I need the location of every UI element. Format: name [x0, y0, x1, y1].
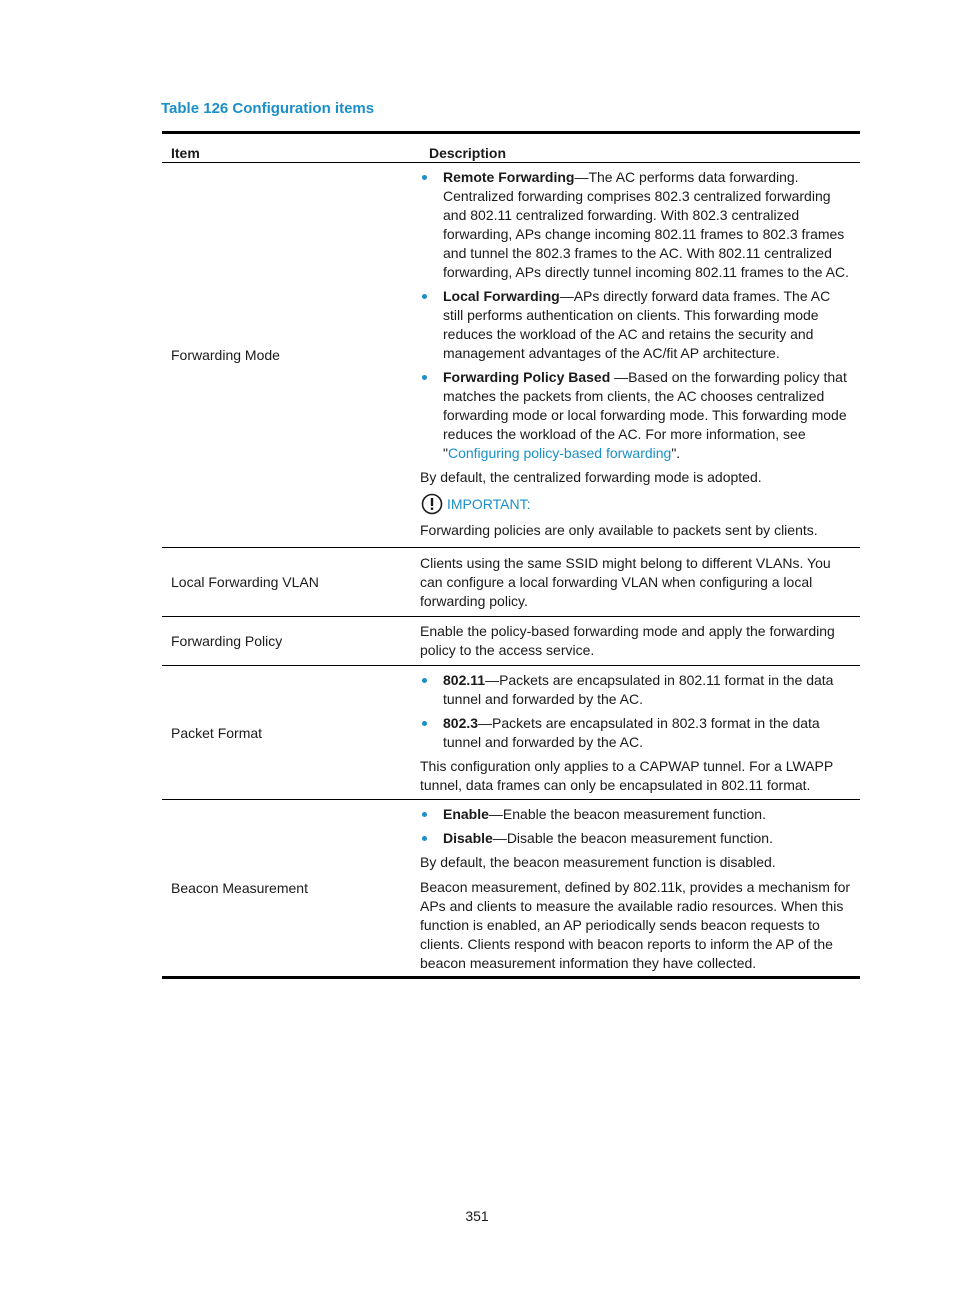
configuration-table — [162, 131, 860, 979]
table-row — [162, 666, 860, 800]
important-text: Forwarding policies are only available to packets sent by clients. — [420, 522, 818, 538]
desc-packet-format — [420, 666, 860, 799]
text: —Packets are encapsulated in 802.11 format in the data tunnel and forwarded by the AC. — [443, 672, 834, 707]
text: ". — [671, 445, 681, 461]
item-packet-format: Packet Format — [171, 724, 263, 741]
list-item — [420, 805, 852, 824]
text: —APs directly forward data frames. The AC still performs authentication on clients. This forwarding mode reduces the workload of the AC and retains the security and management advantages of the AC/fit AP architecture. — [443, 288, 831, 361]
term: Enable — [443, 806, 489, 822]
list-item — [420, 671, 852, 709]
header-item: Item — [171, 145, 200, 161]
description-text: Enable the policy-based forwarding mode and apply the forwarding policy to the access service. — [420, 623, 835, 658]
term: Disable — [443, 830, 493, 846]
policy-based-forwarding-link[interactable]: Configuring policy-based forwarding — [447, 445, 672, 461]
table-row — [162, 800, 860, 976]
text: —The AC performs data forwarding. Centralized forwarding comprises 802.3 centralized forwarding and 802.11 centralized forwarding. With 802.3 centralized forwarding, APs change incoming 802.11 frames to 802.3 frames and tunnel the 802.3 frames to the AC. With 802.11 centralized forwarding, APs directly tunnel incoming 802.11 frames to the AC. — [443, 169, 849, 280]
header-description: Description — [429, 145, 507, 161]
warning-icon — [420, 493, 444, 515]
default-note: By default, the beacon measurement function is disabled. — [420, 854, 776, 870]
important-label: IMPORTANT: — [447, 495, 531, 512]
table-header — [162, 134, 860, 163]
table-row — [162, 548, 860, 617]
desc-local-forwarding-vlan — [420, 548, 860, 616]
desc-forwarding-policy — [420, 617, 860, 665]
text: —Packets are encapsulated in 802.3 format in the data tunnel and forwarded by the AC. — [443, 715, 820, 750]
note-text: This configuration only applies to a CAPWAP tunnel. For a LWAPP tunnel, data frames can only be encapsulated in 802.11 format. — [420, 758, 833, 793]
term: 802.3 — [443, 715, 479, 731]
item-local-forwarding-vlan: Local Forwarding VLAN — [171, 574, 319, 590]
list-item — [420, 368, 852, 463]
term: Local Forwarding — [443, 288, 560, 304]
list-item — [420, 168, 852, 282]
important-notice — [420, 493, 852, 515]
desc-beacon-measurement — [420, 800, 860, 976]
list-item — [420, 714, 852, 752]
desc-forwarding-mode — [420, 163, 860, 547]
page-number: 351 — [465, 1208, 489, 1224]
default-note: By default, the centralized forwarding mode is adopted. — [420, 469, 762, 485]
item-forwarding-policy: Forwarding Policy — [171, 633, 283, 649]
text: —Enable the beacon measurement function. — [488, 806, 766, 822]
term: Remote Forwarding — [443, 169, 575, 185]
table-caption: Table 126 Configuration items — [161, 100, 375, 117]
description-text: Clients using the same SSID might belong to different VLANs. You can configure a local forwarding VLAN when configuring a local forwarding policy. — [420, 555, 831, 609]
item-forwarding-mode: Forwarding Mode — [171, 347, 280, 363]
list-item — [420, 829, 852, 848]
term: 802.11 — [443, 672, 486, 688]
item-beacon-measurement: Beacon Measurement — [171, 880, 308, 896]
table-row — [162, 163, 860, 548]
text: —Based on the forwarding policy that matches the packets from clients, the AC chooses centralized forwarding mode or local forwarding mode. This forwarding mode reduces the workload of the AC. For more information, see " — [443, 369, 847, 461]
list-item — [420, 287, 852, 363]
table-row — [162, 617, 860, 666]
text: —Disable the beacon measurement function. — [492, 830, 773, 846]
description-text: Beacon measurement, defined by 802.11k, provides a mechanism for APs and clients to measure the available radio resources. When this function is enabled, an AP periodically sends beacon requests to clients. Clients respond with beacon reports to inform the AP of the beacon measurement information they have collected. — [420, 879, 851, 971]
term: Forwarding Policy Based — [443, 369, 611, 385]
